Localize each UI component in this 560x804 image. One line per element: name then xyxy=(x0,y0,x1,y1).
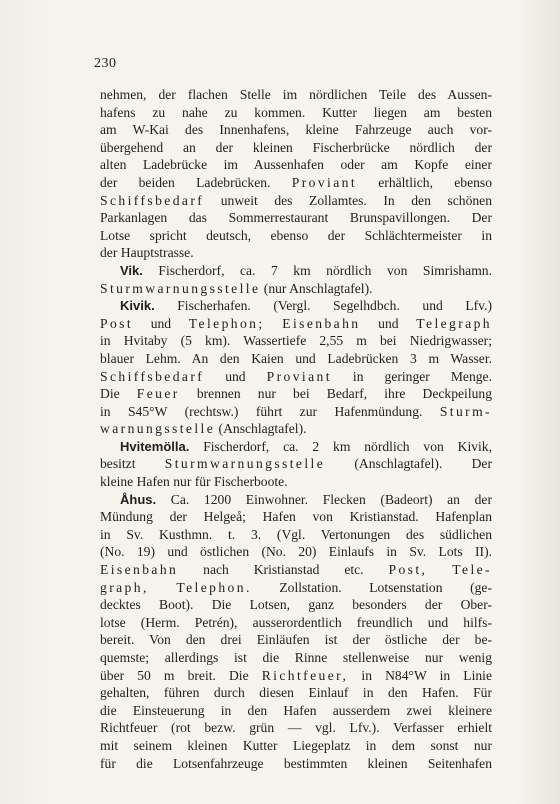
place-heading: Vik. xyxy=(120,262,143,278)
text-line xyxy=(100,420,492,438)
place-heading: Hvitemölla. xyxy=(120,438,190,454)
text-run: die Einsteuerung in den Hafen ausserdem zwei kleinere xyxy=(100,702,492,718)
text-line xyxy=(100,667,492,685)
text-run: mit seinem kleinen Kutter Liegeplatz in dem sonst nur xyxy=(100,737,492,753)
text-run: in Hvitaby (5 km). Wassertiefe 2,55 m bei Niedrigwasser; xyxy=(100,333,492,349)
text-run: decktes Boot). Die Lotsen, ganz besonders der Ober- xyxy=(100,597,492,613)
place-heading: Kivik. xyxy=(120,298,155,314)
text-line xyxy=(100,561,492,579)
text-line xyxy=(100,649,492,667)
spaced-term: Telegraph xyxy=(416,315,492,331)
text-run: Die xyxy=(100,386,137,402)
text-line xyxy=(100,631,492,649)
text-run: (Anschlagtafel). Der xyxy=(325,456,492,472)
text-run: (Anschlagtafel). xyxy=(215,421,307,437)
text-run: brennen nur bei Bedarf, ihre Deckpeilung xyxy=(179,386,492,402)
text-run xyxy=(265,316,283,331)
spaced-term: Schiffsbedarf xyxy=(100,368,205,384)
text-run: Ca. 1200 Einwohner. Flecken (Badeort) an der xyxy=(156,491,492,507)
text-run: besitzt xyxy=(100,456,165,472)
spaced-term: Tele- xyxy=(452,562,492,578)
text-line xyxy=(100,227,492,245)
spaced-term: Sturmwarnungsstelle xyxy=(100,280,261,296)
spaced-term: Eisenbahn xyxy=(282,315,361,331)
text-run: (No. 19) und östlichen (No. 20) Einlaufs in Sv. Lots II). xyxy=(100,544,492,560)
text-line xyxy=(100,297,492,315)
text-run: in S45°W (rechtsw.) führt zur Hafenmündung. xyxy=(100,403,440,419)
text-run: für die Lotsenfahrzeuge bestimmten kleinen Seitenhafen xyxy=(100,755,492,771)
text-line xyxy=(100,104,492,122)
text-line xyxy=(100,121,492,139)
text-line xyxy=(100,280,492,298)
text-line xyxy=(100,209,492,227)
text-run: nehmen, der flachen Stelle im nördlichen Teile des Aussen- xyxy=(100,87,492,102)
spaced-term: Proviant xyxy=(291,174,357,190)
place-heading: Åhus. xyxy=(120,491,157,507)
text-run: erhältlich, ebenso xyxy=(357,174,492,190)
text-run: lotse (Herm. Petrén), ausserordentlich freundlich und hilfs- xyxy=(100,614,492,630)
text-line xyxy=(100,174,492,192)
text-line xyxy=(100,385,492,403)
spaced-term: Feuer xyxy=(136,386,180,402)
body-text xyxy=(100,86,492,772)
spaced-term: Proviant xyxy=(266,368,332,384)
text-run xyxy=(149,580,177,595)
text-run: Mündung der Helgeå; Hafen von Kristianstad. Hafenplan xyxy=(100,509,492,525)
spaced-term: Telephon. xyxy=(176,579,252,595)
text-run: der beiden Ladebrücken. xyxy=(100,174,292,190)
spaced-term: Sturm- xyxy=(439,403,492,419)
text-run: übergehend an der kleinen Fischerbrücke nördlich der xyxy=(100,139,492,155)
text-run: unweit des Zollamtes. In den schönen xyxy=(204,192,492,208)
text-line xyxy=(100,350,492,368)
text-line xyxy=(100,579,492,597)
text-line xyxy=(100,368,492,386)
text-line xyxy=(100,543,492,561)
text-run: hafens zu nahe zu kommen. Kutter liegen am besten xyxy=(100,104,492,120)
text-line xyxy=(100,719,492,737)
text-line xyxy=(100,473,492,491)
text-run: und xyxy=(133,315,189,331)
text-run: Fischerdorf, ca. 2 km nördlich von Kivik, xyxy=(189,438,492,454)
text-run: gehalten, führen durch diesen Einlauf in den Hafen. Für xyxy=(100,685,492,701)
spaced-term: Eisenbahn xyxy=(100,562,179,578)
spaced-term: warnungsstelle xyxy=(100,421,216,437)
text-line xyxy=(100,403,492,421)
text-line xyxy=(100,86,492,104)
text-line xyxy=(100,315,492,333)
text-line xyxy=(100,614,492,632)
spaced-term: Schiffsbedarf xyxy=(100,192,205,208)
text-run: über 50 m breit. Die xyxy=(100,667,262,683)
text-line xyxy=(100,244,492,262)
spaced-term: Sturmwarnungsstelle xyxy=(164,456,326,472)
text-line xyxy=(100,332,492,350)
text-run: kleine Hafen nur für Fischerboote. xyxy=(100,474,288,490)
text-line xyxy=(100,156,492,174)
text-line xyxy=(100,192,492,210)
page-number: 230 xyxy=(94,56,117,71)
text-run: und xyxy=(360,315,417,331)
text-line xyxy=(100,508,492,526)
text-line xyxy=(100,755,492,773)
text-line xyxy=(100,491,492,509)
text-run: Richtfeuer (rot bezw. grün — vgl. Lfv.). Verfasser erhielt xyxy=(100,720,492,736)
text-run: Zollstation. Lotsenstation (ge- xyxy=(251,579,492,595)
text-line xyxy=(100,455,492,473)
text-run: in geringer Menge. xyxy=(331,368,492,384)
text-run: Lotse spricht deutsch, ebenso der Schlächtermeister in xyxy=(100,227,492,243)
text-run: nach Kristianstad etc. xyxy=(178,562,389,578)
text-run: quemste; allerdings ist die Rinne stellenweise nur wenig xyxy=(100,650,492,665)
text-run: Fischerhafen. (Vergl. Segelhdbch. und Lfv.) xyxy=(154,298,492,314)
text-run: in Sv. Kusthmn. t. 3. (Vgl. Vertonungen des südlichen xyxy=(100,526,492,542)
text-line xyxy=(100,526,492,544)
text-run: alten Ladebrücke im Aussenhafen oder am Kopfe einer xyxy=(100,157,492,173)
text-line xyxy=(100,737,492,755)
spaced-term: Post, xyxy=(388,562,428,578)
text-line xyxy=(100,684,492,702)
spaced-term: graph, xyxy=(100,579,149,595)
text-run: in N84°W in Linie xyxy=(348,667,492,683)
spaced-term: Richtfeuer, xyxy=(261,667,349,683)
text-line xyxy=(100,596,492,614)
text-run: Fischerdorf, ca. 7 km nördlich von Simrishamn. xyxy=(142,262,492,278)
text-run: am W-Kai des Innenhafens, kleine Fahrzeuge auch vor- xyxy=(100,122,492,138)
spaced-term: Post xyxy=(100,315,134,331)
spaced-term: Telephon; xyxy=(188,315,265,331)
text-run: Parkanlagen das Sommerrestaurant Brunspavillongen. Der xyxy=(100,210,492,226)
text-run xyxy=(427,562,452,577)
text-line xyxy=(100,262,492,280)
text-run: blauer Lehm. An den Kaien und Ladebrücken 3 m Wasser. xyxy=(100,350,492,366)
text-line xyxy=(100,139,492,157)
text-line xyxy=(100,702,492,720)
text-run: bereit. Von den drei Einläufen ist der östliche der be- xyxy=(100,632,492,648)
text-run: und xyxy=(204,368,267,384)
text-line xyxy=(100,438,492,456)
text-run: der Hauptstrasse. xyxy=(100,245,194,261)
text-run: (nur Anschlagtafel). xyxy=(260,280,373,296)
